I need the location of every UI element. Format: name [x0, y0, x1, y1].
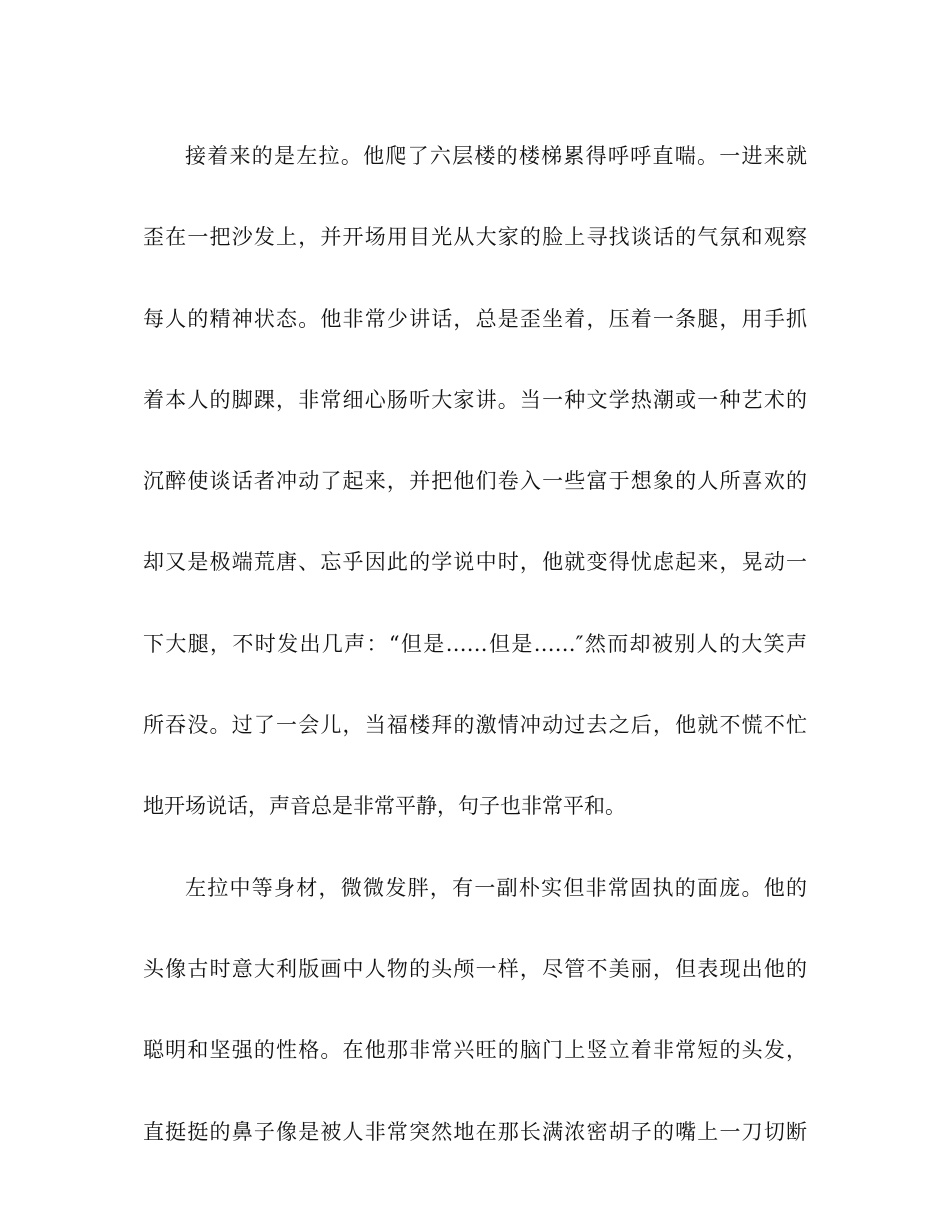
text-line: 着本人的脚踝，非常细心肠听大家讲。当一种文学热潮或一种艺术的: [143, 387, 807, 412]
text-line: 直挺挺的鼻子像是被人非常突然地在那长满浓密胡子的嘴上一刀切断: [143, 1119, 807, 1144]
paragraph-2: [143, 870, 807, 1150]
text-line: 左拉中等身材，微微发胖，有一副朴实但非常固执的面庞。他的: [185, 875, 807, 900]
text-line: 沉醉使谈话者冲动了起来，并把他们卷入一些富于想象的人所喜欢的: [143, 469, 807, 494]
text-line: 地开场说话，声音总是非常平静，句子也非常平和。: [143, 794, 626, 819]
text-line: 聪明和坚强的性格。在他那非常兴旺的脑门上竖立着非常短的头发，: [143, 1038, 807, 1063]
text-line: 接着来的是左拉。他爬了六层楼的楼梯累得呼呼直喘。一进来就: [185, 144, 807, 168]
text-line: 歪在一把沙发上，并开场用目光从大家的脸上寻找谈话的气氛和观察: [143, 225, 807, 250]
document-body: [143, 138, 807, 1195]
text-line: 每人的精神状态。他非常少讲话，总是歪坐着，压着一条腿，用手抓: [143, 306, 807, 331]
text-line: 所吞没。过了一会儿，当福楼拜的激情冲动过去之后，他就不慌不忙: [143, 713, 807, 738]
paragraph-1: [143, 138, 807, 824]
text-line: 却又是极端荒唐、忘乎因此的学说中时，他就变得忧虑起来，晃动一: [143, 550, 807, 575]
text-line: 下大腿，不时发出几声：“但是……但是……″然而却被别人的大笑声: [143, 631, 807, 656]
text-line: 头像古时意大利版画中人物的头颅一样，尽管不美丽，但表现出他的: [143, 956, 807, 981]
